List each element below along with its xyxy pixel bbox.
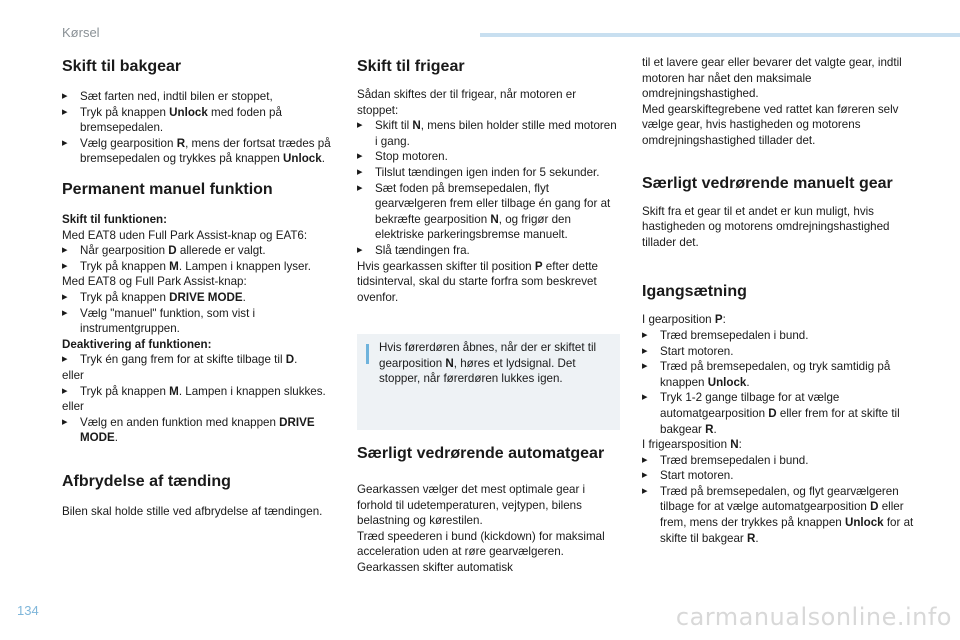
permanent-steps-b [62, 290, 332, 337]
section-header-bar [480, 33, 960, 37]
manual-gear-text: Skift fra et gear til et andet er kun muligt, hvis hastigheden og motorens omdrejningshastighed tillader det. [642, 204, 890, 249]
permanent-steps-b-item: ▸ Tryk på knappen DRIVE MODE. [62, 290, 332, 306]
page-number: 134 [17, 603, 39, 618]
start-steps-p-item: ▸ Træd bremsepedalen i bund. [642, 328, 922, 344]
continued-text-2: Med gearskiftegrebene ved rattet kan føreren selv vælge gear, hvis hastigheden og motorens omdrejningshastighed tillader det. [642, 102, 899, 147]
heading-neutral: Skift til frigear [357, 58, 465, 75]
or-text-1: eller [62, 368, 84, 382]
info-box [357, 334, 620, 430]
watermark: carmanualsonline.info [675, 603, 952, 631]
start-steps-n-item: ▸ Start motoren. [642, 468, 922, 484]
start-steps-n-item: ▸ Træd bremsepedalen i bund. [642, 453, 922, 469]
neutral-steps [357, 118, 620, 258]
deactivate-step-3 [62, 415, 332, 446]
heading-reverse: Skift til bakgear [62, 58, 182, 75]
permanent-steps-a [62, 243, 332, 274]
permanent-steps-a-item: ▸ Tryk på knappen M. Lampen i knappen lyser. [62, 259, 332, 275]
heading-starting: Igangsætning [642, 283, 747, 301]
neutral-steps-item: ▸ Sæt foden på bremsepedalen, flyt gearvælgeren frem eller tilbage én gang for at bekræfte gearposition N, og frigør den elektriske parkeringsbremse manuelt. [357, 181, 620, 243]
neutral-steps-item: ▸ Tilslut tændingen igen inden for 5 sekunder. [357, 165, 620, 181]
permanent-steps-b-item: ▸ Vælg "manuel" funktion, som vist i instrumentgruppen. [62, 306, 332, 337]
heading-manual-gear: Særligt vedrørende manuelt gear [642, 174, 893, 192]
section-header-label: Kørsel [62, 25, 100, 40]
neutral-steps-item: ▸ Slå tændingen fra. [357, 243, 620, 259]
start-steps-p-item: ▸ Træd på bremsepedalen, og tryk samtidig på knappen Unlock. [642, 359, 922, 390]
start-steps-p [642, 328, 922, 437]
heading-permanent-manual: Permanent manuel funktion [62, 180, 273, 198]
permanent-steps-a-item: ▸ Når gearposition D allerede er valgt. [62, 243, 332, 259]
eat8-with-text: Med EAT8 og Full Park Assist-knap: [62, 275, 247, 289]
start-steps-p-item: ▸ Start motoren. [642, 344, 922, 360]
deactivate-step-2 [62, 384, 332, 400]
deactivate-label: Deaktivering af funktionen: [62, 337, 212, 351]
or-text-2: eller [62, 400, 84, 414]
neutral-after-text: Hvis gearkassen skifter til position P efter dette tidsinterval, skal du starte forfra som beskrevet ovenfor. [357, 259, 599, 304]
reverse-steps-item: ▸ Tryk på knappen Unlock med foden på bremsepedalen. [62, 105, 332, 136]
start-steps-n-item: ▸ Træd på bremsepedalen, og flyt gearvælgeren tilbage for at vælge automatgearposition D eller frem, mens der trykkes på knappen Unlock for at skifte til bakgear R. [642, 484, 922, 546]
heading-automatic: Særligt vedrørende automatgear [357, 445, 605, 462]
info-text: Hvis førerdøren åbnes, når der er skiftet til gearposition N, høres et lydsignal. Det stopper, når førerdøren lukkes igen. [379, 341, 597, 386]
column-left [62, 55, 332, 519]
activate-label: Skift til funktionen: [62, 212, 167, 226]
neutral-steps-item: ▸ Skift til N, mens bilen holder stille med motoren i gang. [357, 118, 620, 149]
column-right [642, 55, 922, 546]
reverse-steps [62, 89, 332, 167]
column-middle-lower [357, 444, 620, 576]
deactivate-step-1-item: ▸ Tryk én gang frem for at skifte tilbage til D. [62, 352, 332, 368]
start-steps-n [642, 453, 922, 547]
start-steps-p-item: ▸ Tryk 1-2 gange tilbage for at vælge automatgearposition D eller frem for at skifte til bakgear R. [642, 390, 922, 437]
neutral-steps-item: ▸ Stop motoren. [357, 149, 620, 165]
continued-text: til et lavere gear eller bevarer det valgte gear, indtil motoren har nået den maksimale omdrejningshastighed. [642, 56, 902, 101]
deactivate-step-1 [62, 352, 332, 368]
gear-n-label: I frigearsposition N: [642, 438, 742, 452]
ignition-text: Bilen skal holde stille ved afbrydelse af tændingen. [62, 504, 323, 518]
neutral-intro: Sådan skiftes der til frigear, når motoren er stoppet: [357, 88, 577, 117]
deactivate-step-3-item: ▸ Vælg en anden funktion med knappen DRIVE MODE. [62, 415, 332, 446]
column-middle [357, 55, 620, 305]
automatic-text-2: Træd speederen i bund (kickdown) for maksimal acceleration uden at røre gearvælgeren. Gearkassen skifter automatisk [357, 529, 605, 574]
automatic-text: Gearkassen vælger det mest optimale gear i forhold til udetemperaturen, vejtypen, bilens belastning og kørestilen. [357, 483, 586, 528]
reverse-steps-item: ▸ Vælg gearposition R, mens der fortsat trædes på bremsepedalen og trykkes på knappen Unlock. [62, 136, 332, 167]
reverse-steps-item: ▸ Sæt farten ned, indtil bilen er stoppet, [62, 89, 332, 105]
eat8-without-text: Med EAT8 uden Full Park Assist-knap og EAT6: [62, 228, 308, 242]
info-icon [366, 344, 369, 364]
heading-ignition-off: Afbrydelse af tænding [62, 472, 231, 490]
deactivate-step-2-item: ▸ Tryk på knappen M. Lampen i knappen slukkes. [62, 384, 332, 400]
gear-p-label: I gearposition P: [642, 313, 726, 327]
